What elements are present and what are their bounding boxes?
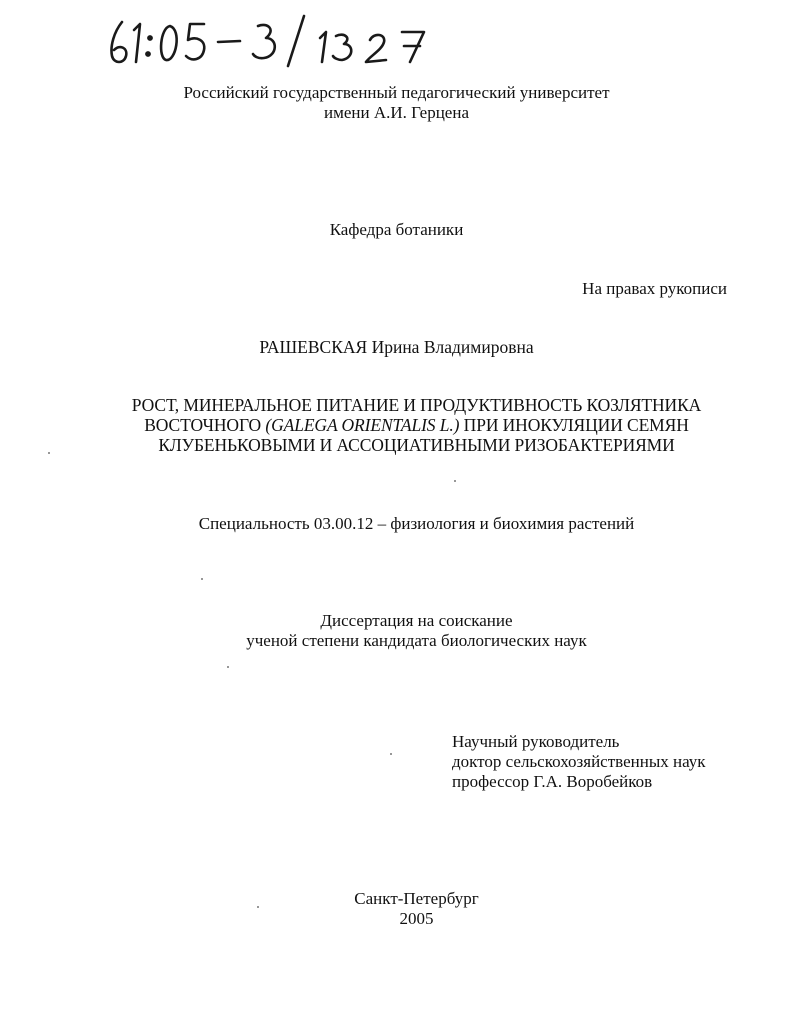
scan-speck [257,906,259,908]
university-name-line-1: Российский государственный педагогический университет [183,83,610,102]
scan-speck [227,666,229,668]
handwritten-archive-number [108,12,438,68]
dissertation-purpose-line-2: ученой степени кандидата биологических наук [246,631,587,650]
thesis-title-line-1: РОСТ, МИНЕРАЛЬНОЕ ПИТАНИЕ И ПРОДУКТИВНОСТЬ КОЗЛЯТНИКА [131,395,702,415]
year: 2005 [399,909,434,928]
scan-speck [454,480,456,482]
supervisor-name: профессор Г.А. Воробейков [452,772,653,791]
scan-speck [201,578,203,580]
thesis-title-line-2-prefix: ВОСТОЧНОГО [144,415,262,435]
dissertation-purpose-line-1: Диссертация на соискание [320,611,513,630]
thesis-title-line-2-suffix: ПРИ ИНОКУЛЯЦИИ СЕМЯН [463,415,689,435]
scan-speck [48,452,50,454]
supervisor-degree: доктор сельскохозяйственных наук [452,752,706,771]
department-name: Кафедра ботаники [329,220,464,239]
thesis-title-latin-name: (GALEGA ORIENTALIS L.) [265,415,460,435]
thesis-title-line-2 [0,415,793,436]
manuscript-rights-label: На правах рукописи [582,279,727,298]
city-name: Санкт-Петербург [354,889,479,908]
specialty-line: Специальность 03.00.12 – физиология и биохимия растений [198,514,635,533]
supervisor-title: Научный руководитель [452,732,620,751]
author-name: РАШЕВСКАЯ Ирина Владимировна [259,337,534,357]
university-name-line-2: имени А.И. Герцена [323,103,469,122]
scan-speck [390,753,392,755]
thesis-title-line-3: КЛУБЕНЬКОВЫМИ И АССОЦИАТИВНЫМИ РИЗОБАКТЕРИЯМИ [158,435,675,455]
